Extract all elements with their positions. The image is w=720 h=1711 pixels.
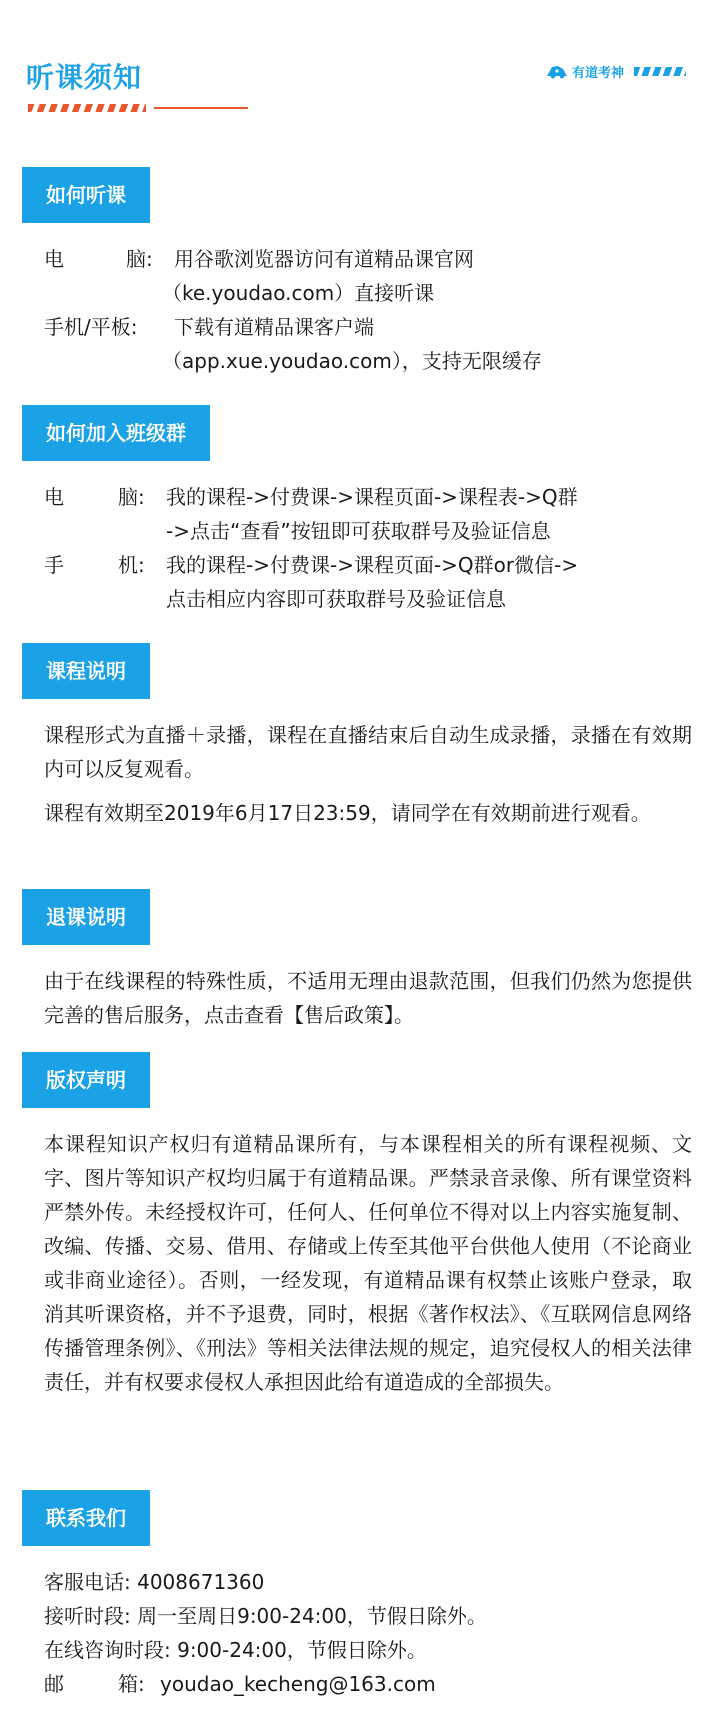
group-pc-label-b: 脑: <box>118 485 145 509</box>
course-para-1: 课程形式为直播＋录播，课程在直播结束后自动生成录播，录播在有效期内可以反复观看。 <box>44 723 692 781</box>
listen-pc-line2: （ke.youdao.com）直接听课 <box>162 281 435 305</box>
group-pc-label-a: 电 <box>44 485 64 509</box>
contact-email: youdao_kecheng@163.com <box>160 1672 436 1696</box>
contact-email-label-a: 邮 <box>44 1672 64 1696</box>
section-header-contact: 联系我们 <box>22 1490 150 1546</box>
listen-pc-label-b: 脑: <box>126 247 153 271</box>
brand-dashes <box>634 67 686 76</box>
listen-mobile-line1: 下载有道精品课客户端 <box>174 315 374 339</box>
section-header-copyright: 版权声明 <box>22 1052 150 1108</box>
listen-pc-label-a: 电 <box>44 247 64 271</box>
listen-pc-line1: 用谷歌浏览器访问有道精品课官网 <box>174 247 474 271</box>
contact-online: 在线咨询时段: 9:00-24:00，节假日除外。 <box>44 1638 427 1662</box>
refund-para: 由于在线课程的特殊性质，不适用无理由退款范围，但我们仍然为您提供完善的售后服务，点击查看【售后政策】。 <box>44 969 692 1027</box>
brand-logo <box>546 62 686 80</box>
section-header-refund: 退课说明 <box>22 889 150 945</box>
listen-mobile-label: 手机/平板: <box>44 315 138 339</box>
contact-hours: 接听时段: 周一至周日9:00-24:00，节假日除外。 <box>44 1604 487 1628</box>
contact-email-label-b: 箱: <box>118 1672 145 1696</box>
group-mobile-line2: 点击相应内容即可获取群号及验证信息 <box>166 587 506 611</box>
copyright-para: 本课程知识产权归有道精品课所有，与本课程相关的所有课程视频、文字、图片等知识产权均归属于有道精品课。严禁录音录像、所有课堂资料严禁外传。未经授权许可，任何人、任何单位不得对以上内容实施复制、改编、传播、交易、借用、存储或上传至其他平台供他人使用（不论商业或非商业途径）。否则，一经发现，有道精品课有权禁止该账户登录，取消其听课资格，并不予退费，同时，根据《著作权法》、《互联网信息网络传播管理条例》、《刑法》等相关法律法规的规定，追究侵权人的相关法律责任，并有权要求侵权人承担因此给有道造成的全部损失。 <box>44 1132 692 1394</box>
group-mobile-line1: 我的课程->付费课->课程页面->Q群or微信-> <box>166 553 579 577</box>
page-title: 听课须知 <box>26 61 143 94</box>
group-pc-line2: ->点击“查看”按钮即可获取群号及验证信息 <box>166 519 551 543</box>
course-para-2: 课程有效期至2019年6月17日23:59，请同学在有效期前进行观看。 <box>44 801 651 825</box>
brand-name: 有道考神 <box>571 65 624 81</box>
contact-phone: 客服电话: 4008671360 <box>44 1570 265 1594</box>
group-mobile-label-b: 机: <box>118 553 145 577</box>
title-underline <box>28 104 248 112</box>
section-header-course: 课程说明 <box>22 643 150 699</box>
brand-mascot-icon <box>546 63 568 79</box>
section-header-group: 如何加入班级群 <box>22 405 210 461</box>
listen-mobile-line2: （app.xue.youdao.com），支持无限缓存 <box>162 349 542 373</box>
section-header-listen: 如何听课 <box>22 167 150 223</box>
group-mobile-label-a: 手 <box>44 553 64 577</box>
group-pc-line1: 我的课程->付费课->课程页面->课程表->Q群 <box>166 485 578 509</box>
title-rule <box>154 107 248 109</box>
title-stripes <box>28 104 146 112</box>
